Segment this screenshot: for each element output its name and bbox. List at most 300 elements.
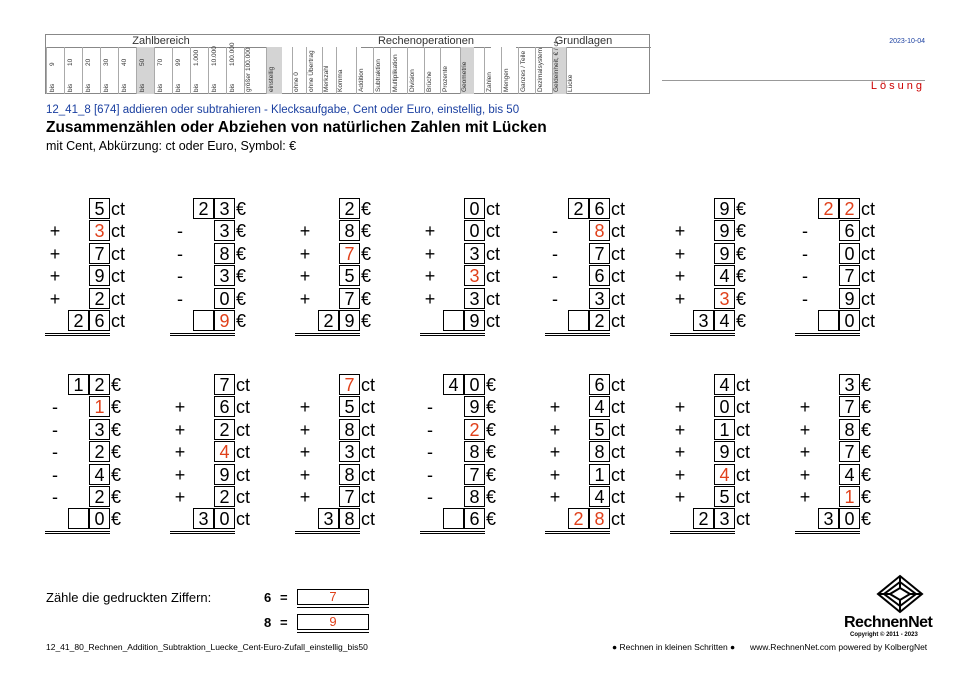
operator: + (799, 419, 811, 440)
ones-digit: 2 (214, 486, 235, 507)
tens-digit (193, 310, 214, 331)
unit-label: ct (486, 310, 501, 331)
tens-digit (693, 198, 714, 219)
unit-label: ct (736, 509, 751, 530)
ones-digit: 3 (839, 374, 860, 395)
operator: + (424, 243, 436, 264)
operator: + (174, 442, 186, 463)
column-prefix: bis (192, 83, 200, 92)
unit-label: € (861, 375, 872, 395)
double-underline (45, 335, 110, 336)
ones-digit: 0 (714, 396, 735, 417)
column-label: Multiplikation (392, 54, 399, 92)
double-underline (670, 531, 735, 532)
unit-label: ct (861, 266, 876, 287)
ones-digit: 4 (714, 265, 735, 286)
double-underline (45, 533, 110, 534)
column-value: größer 100.000 (244, 47, 252, 92)
unit-label: € (736, 288, 747, 309)
unit-label: ct (236, 397, 251, 418)
unit-label: € (486, 442, 497, 463)
ones-digit: 4 (714, 464, 735, 485)
operator: - (802, 288, 808, 309)
rechnennet-logo-icon (876, 574, 924, 614)
unit-label: € (736, 310, 747, 331)
unit-label: € (861, 464, 872, 485)
unit-label: € (736, 199, 747, 219)
ones-digit: 8 (464, 486, 485, 507)
ones-digit: 3 (464, 265, 485, 286)
category-column (292, 47, 306, 94)
double-underline (670, 335, 735, 336)
ones-digit: 9 (714, 198, 735, 219)
operator: + (174, 464, 186, 485)
column-label: Lücke (566, 74, 574, 92)
ones-digit: 5 (89, 198, 110, 219)
unit-label: ct (611, 509, 626, 530)
tens-digit: 3 (193, 508, 214, 529)
unit-label: ct (111, 199, 126, 219)
ones-digit: 3 (214, 265, 235, 286)
operator: + (799, 397, 811, 418)
ones-digit: 8 (339, 508, 360, 529)
solution-label: Lösung (870, 80, 925, 92)
ones-digit: 2 (839, 198, 860, 219)
tens-digit (693, 374, 714, 395)
count-equals: = (280, 615, 288, 630)
double-underline (420, 531, 485, 532)
unit-label: ct (361, 442, 376, 463)
zahlbereich-column (46, 47, 64, 94)
operator: + (49, 266, 61, 287)
operator: + (424, 221, 436, 242)
ones-digit: 3 (714, 288, 735, 309)
ones-digit: 4 (589, 396, 610, 417)
category-column (552, 41, 566, 94)
group-title: Grundlagen (554, 35, 613, 47)
ones-digit: 3 (464, 243, 485, 264)
operator: - (52, 486, 58, 507)
column-value: 1.000 (192, 49, 200, 66)
category-column (356, 47, 373, 94)
double-underline (170, 335, 235, 336)
column-label: ohne Übertrag (307, 50, 315, 92)
double-underline (795, 533, 860, 534)
column-value: 70 (156, 58, 164, 66)
unit-label: € (486, 486, 497, 507)
operator: - (177, 266, 183, 287)
unit-label: ct (361, 509, 376, 530)
operator: - (427, 486, 433, 507)
zahlbereich-column (118, 47, 136, 94)
ones-digit: 4 (589, 486, 610, 507)
unit-label: € (861, 419, 872, 440)
ones-digit: 7 (839, 441, 860, 462)
category-column (566, 47, 580, 94)
unit-label: ct (111, 288, 126, 309)
column-prefix: bis (138, 83, 146, 92)
unit-label: € (736, 243, 747, 264)
operator: - (552, 221, 558, 242)
operator: - (177, 243, 183, 264)
column-value: 10 (66, 58, 74, 66)
unit-label: ct (861, 199, 876, 219)
category-column (336, 47, 350, 94)
category-column (518, 47, 535, 94)
operator: - (802, 221, 808, 242)
unit-label: € (486, 509, 497, 530)
ones-digit: 4 (89, 464, 110, 485)
ones-digit: 9 (464, 396, 485, 417)
unit-label: ct (236, 509, 251, 530)
page-title: Zusammenzählen oder Abziehen von natürlichen Zahlen mit Lücken (46, 119, 547, 136)
group-title: Zahlbereich (132, 35, 190, 47)
operator: - (427, 419, 433, 440)
ones-digit: 2 (89, 486, 110, 507)
ones-digit: 8 (214, 243, 235, 264)
unit-label: ct (611, 375, 626, 395)
double-underline (545, 533, 610, 534)
column-label: Komma (336, 69, 344, 92)
operator: + (674, 288, 686, 309)
operator: + (674, 419, 686, 440)
unit-label: € (361, 266, 372, 287)
ones-digit: 4 (714, 374, 735, 395)
ones-digit: 1 (589, 464, 610, 485)
ones-digit: 2 (339, 198, 360, 219)
category-column (440, 47, 456, 94)
double-underline (45, 333, 110, 334)
unit-label: ct (486, 243, 501, 264)
ones-digit: 9 (464, 310, 485, 331)
column-label: Brüche (425, 71, 433, 92)
operator: + (674, 486, 686, 507)
ones-digit: 0 (89, 508, 110, 529)
date: 2023-10-04 (889, 38, 925, 45)
ones-digit: 0 (839, 310, 860, 331)
column-label: Addition (358, 68, 365, 92)
operator: + (49, 243, 61, 264)
column-value: 100.000 (228, 42, 236, 66)
operator: + (299, 243, 311, 264)
operator: + (299, 397, 311, 418)
operator: + (424, 266, 436, 287)
operator: - (802, 243, 808, 264)
unit-label: ct (611, 288, 626, 309)
double-underline (295, 533, 360, 534)
tens-digit (68, 198, 89, 219)
ones-digit: 4 (714, 310, 735, 331)
category-column (501, 47, 518, 94)
ones-digit: 6 (589, 198, 610, 219)
ones-digit: 2 (464, 419, 485, 440)
double-underline (170, 333, 235, 334)
ones-digit: 5 (339, 396, 360, 417)
column-prefix: bis (210, 83, 218, 92)
column-prefix: bis (120, 83, 128, 92)
operator: - (52, 442, 58, 463)
count-digit: 6 (264, 590, 272, 605)
ones-digit: 8 (464, 441, 485, 462)
ones-digit: 2 (89, 441, 110, 462)
column-prefix: bis (228, 83, 236, 92)
unit-label: ct (736, 486, 751, 507)
tens-digit: 2 (818, 198, 839, 219)
unit-label: ct (611, 243, 626, 264)
worksheet-code: 12_41_8 [674] addieren oder subtrahieren - Klecksaufgabe, Cent oder Euro, einstellig, bis 50 (46, 104, 520, 116)
unit-label: € (486, 464, 497, 485)
tens-digit (193, 374, 214, 395)
ones-digit: 7 (589, 243, 610, 264)
operator: + (674, 397, 686, 418)
unit-label: ct (236, 442, 251, 463)
unit-label: ct (611, 442, 626, 463)
column-prefix: bis (174, 83, 182, 92)
operator: + (674, 442, 686, 463)
unit-label: € (111, 419, 122, 440)
ones-digit: 6 (589, 265, 610, 286)
ones-digit: 8 (339, 419, 360, 440)
double-underline (545, 531, 610, 532)
double-underline (170, 533, 235, 534)
operator: + (549, 464, 561, 485)
ones-digit: 7 (839, 265, 860, 286)
unit-label: € (486, 419, 497, 440)
unit-label: ct (861, 243, 876, 264)
ones-digit: 0 (839, 243, 860, 264)
unit-label: € (361, 288, 372, 309)
unit-label: ct (736, 442, 751, 463)
unit-label: € (111, 375, 122, 395)
operator: + (549, 397, 561, 418)
tens-digit: 2 (318, 310, 339, 331)
tens-digit: 2 (568, 508, 589, 529)
double-underline (795, 531, 860, 532)
ones-digit: 7 (339, 374, 360, 395)
double-underline (295, 335, 360, 336)
category-column (373, 47, 390, 94)
ones-digit: 1 (839, 486, 860, 507)
logo-text: RechnenNet (844, 614, 933, 631)
ones-digit: 2 (214, 419, 235, 440)
unit-label: ct (361, 486, 376, 507)
operator: - (552, 266, 558, 287)
unit-label: € (111, 442, 122, 463)
column-label: einstellig (267, 66, 275, 92)
operator: - (52, 419, 58, 440)
tens-digit (68, 508, 89, 529)
column-prefix: bis (102, 83, 110, 92)
operator: + (174, 486, 186, 507)
operator: + (299, 486, 311, 507)
unit-label: € (236, 310, 247, 331)
unit-label: ct (361, 375, 376, 395)
operator: + (299, 464, 311, 485)
ones-digit: 8 (339, 464, 360, 485)
unit-label: € (361, 221, 372, 242)
ones-digit: 7 (339, 486, 360, 507)
ones-digit: 7 (339, 243, 360, 264)
category-column (390, 47, 407, 94)
ones-digit: 1 (714, 419, 735, 440)
unit-label: € (361, 243, 372, 264)
count-digit: 8 (264, 615, 272, 630)
ones-digit: 8 (839, 419, 860, 440)
operator: + (174, 419, 186, 440)
double-underline (170, 531, 235, 532)
unit-label: ct (486, 266, 501, 287)
tens-digit: 2 (693, 508, 714, 529)
operator: + (174, 397, 186, 418)
tens-digit (443, 198, 464, 219)
column-value: 40 (120, 58, 128, 66)
ones-digit: 8 (339, 220, 360, 241)
unit-label: € (236, 266, 247, 287)
operator: + (799, 486, 811, 507)
ones-digit: 6 (89, 310, 110, 331)
unit-label: € (236, 199, 247, 219)
ones-digit: 0 (839, 508, 860, 529)
footer-filename: 12_41_80_Rechnen_Addition_Subtraktion_Luecke_Cent-Euro-Zufall_einstellig_bis50 (46, 642, 368, 652)
column-label: Dezimalsystem (537, 47, 544, 92)
unit-label: € (236, 243, 247, 264)
tens-digit (318, 198, 339, 219)
ones-digit: 0 (214, 288, 235, 309)
operator: + (49, 221, 61, 242)
column-prefix: bis (156, 83, 164, 92)
unit-label: ct (861, 310, 876, 331)
ones-digit: 3 (89, 419, 110, 440)
unit-label: ct (736, 464, 751, 485)
tens-digit (568, 374, 589, 395)
unit-label: ct (611, 221, 626, 242)
category-column (460, 47, 474, 94)
ones-digit: 8 (589, 441, 610, 462)
operator: - (552, 243, 558, 264)
ones-digit: 1 (89, 396, 110, 417)
tens-digit (443, 310, 464, 331)
unit-label: ct (236, 464, 251, 485)
ones-digit: 7 (214, 374, 235, 395)
ones-digit: 9 (339, 310, 360, 331)
operator: + (799, 442, 811, 463)
ones-digit: 2 (89, 374, 110, 395)
category-column (407, 47, 424, 94)
zahlbereich-column (208, 47, 226, 94)
count-value: 7 (297, 589, 369, 605)
zahlbereich-column (100, 47, 118, 94)
operator: + (549, 442, 561, 463)
ones-digit: 0 (464, 220, 485, 241)
ones-digit: 4 (214, 441, 235, 462)
ones-digit: 3 (464, 288, 485, 309)
column-label: Geometrie (460, 61, 468, 92)
zahlbereich-column (82, 47, 100, 94)
column-label: Geldeinheit, € / ct (552, 41, 560, 92)
count-value: 9 (297, 614, 369, 630)
count-label: Zähle die gedruckten Ziffern: (46, 590, 212, 605)
operator: + (299, 266, 311, 287)
tens-digit: 2 (193, 198, 214, 219)
double-underline (295, 333, 360, 334)
unit-label: ct (111, 221, 126, 242)
unit-label: € (486, 397, 497, 418)
tens-digit: 2 (68, 310, 89, 331)
double-underline (420, 335, 485, 336)
ones-digit: 0 (464, 374, 485, 395)
column-label: Merkzahl (322, 65, 330, 92)
double-underline (795, 333, 860, 334)
category-column (535, 47, 552, 94)
unit-label: ct (736, 397, 751, 418)
ones-digit: 7 (839, 396, 860, 417)
zahlbereich-column (244, 47, 258, 94)
ones-digit: 9 (714, 243, 735, 264)
operator: - (52, 464, 58, 485)
double-underline (420, 533, 485, 534)
group-title: Rechenoperationen (377, 35, 475, 47)
operator: - (427, 397, 433, 418)
tens-digit: 3 (818, 508, 839, 529)
ones-digit: 3 (89, 220, 110, 241)
ones-digit: 0 (464, 198, 485, 219)
category-column (266, 47, 282, 94)
unit-label: ct (611, 464, 626, 485)
zahlbereich-column (226, 42, 244, 94)
double-underline (670, 533, 735, 534)
unit-label: € (736, 221, 747, 242)
column-prefix: bis (48, 83, 56, 92)
unit-label: € (236, 221, 247, 242)
ones-digit: 5 (714, 486, 735, 507)
operator: + (674, 266, 686, 287)
count-equals: = (280, 590, 288, 605)
ones-digit: 9 (214, 310, 235, 331)
unit-label: ct (361, 419, 376, 440)
tens-digit: 3 (693, 310, 714, 331)
unit-label: € (361, 199, 372, 219)
page-subtitle: mit Cent, Abkürzung: ct oder Euro, Symbol: € (46, 139, 297, 153)
ones-digit: 6 (214, 396, 235, 417)
ones-digit: 8 (589, 220, 610, 241)
ones-digit: 3 (589, 288, 610, 309)
count-underline (297, 607, 369, 608)
unit-label: € (861, 397, 872, 418)
ones-digit: 7 (339, 288, 360, 309)
ones-digit: 7 (89, 243, 110, 264)
unit-label: € (861, 486, 872, 507)
ones-digit: 6 (464, 508, 485, 529)
ones-digit: 2 (89, 288, 110, 309)
unit-label: ct (611, 199, 626, 219)
unit-label: ct (486, 221, 501, 242)
double-underline (295, 531, 360, 532)
operator: + (299, 288, 311, 309)
column-label: Subtraktion (375, 59, 382, 92)
operator: + (549, 419, 561, 440)
unit-label: ct (236, 375, 251, 395)
zahlbereich-column (190, 47, 208, 94)
unit-label: ct (111, 266, 126, 287)
ones-digit: 5 (339, 265, 360, 286)
column-value: 99 (174, 58, 182, 66)
ones-digit: 3 (214, 198, 235, 219)
unit-label: ct (236, 419, 251, 440)
ones-digit: 2 (589, 310, 610, 331)
unit-label: ct (611, 266, 626, 287)
operator: - (177, 221, 183, 242)
operator: + (299, 419, 311, 440)
